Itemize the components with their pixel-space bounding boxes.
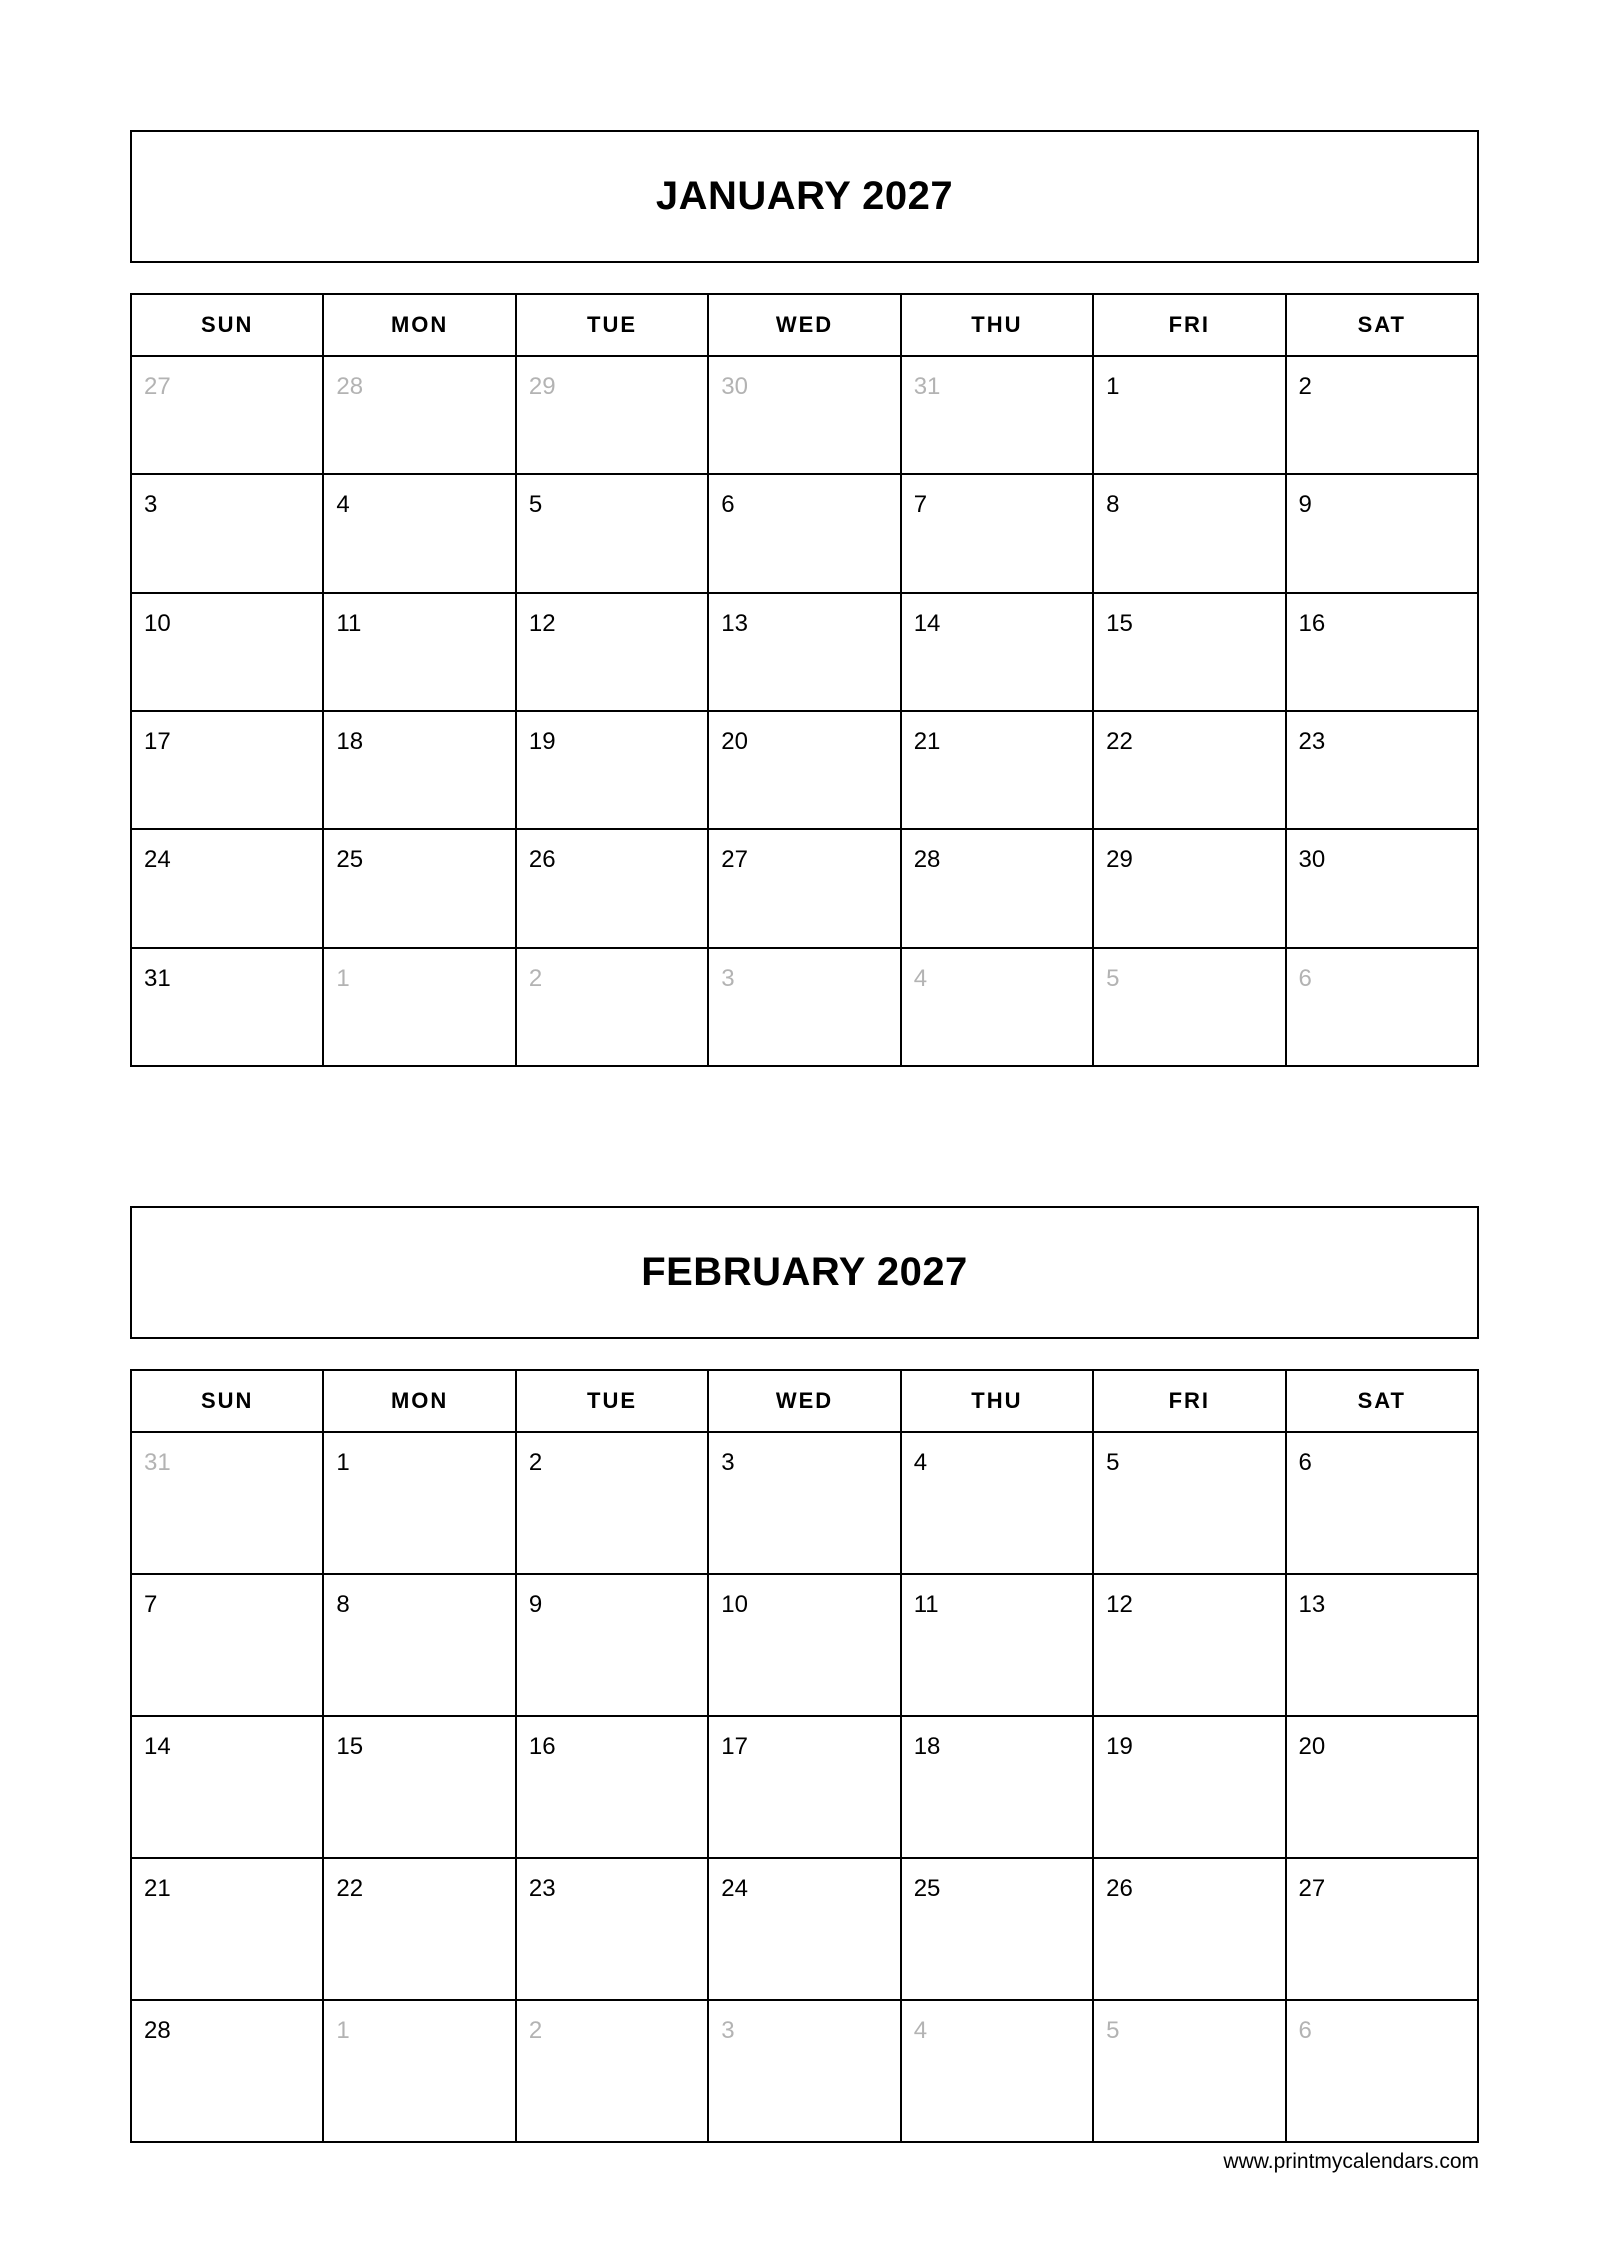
day-cell — [708, 1858, 900, 2000]
day-number: 31 — [144, 1449, 171, 1476]
day-number: 29 — [1106, 846, 1133, 874]
day-number: 8 — [1106, 491, 1120, 519]
day-cell — [1286, 1716, 1478, 1858]
day-number: 15 — [336, 1733, 364, 1760]
day-cell — [131, 948, 323, 1066]
week-row — [131, 474, 1478, 592]
weekday-header-wed: WED — [708, 1370, 900, 1432]
day-number: 1 — [1106, 373, 1120, 400]
day-number: 24 — [144, 846, 171, 874]
day-cell — [131, 711, 323, 829]
day-number: 10 — [721, 1591, 748, 1618]
day-cell-other-month — [901, 356, 1093, 474]
weekday-header-row — [131, 1370, 1478, 1432]
weekday-header-wed: WED — [708, 294, 900, 356]
day-number: 9 — [1298, 491, 1312, 519]
day-cell — [131, 474, 323, 592]
day-number: 2 — [528, 2017, 543, 2044]
day-number: 26 — [1106, 1875, 1133, 1902]
day-number: 14 — [144, 1733, 171, 1760]
day-number: 3 — [721, 964, 735, 992]
weekday-header-fri: FRI — [1093, 294, 1285, 356]
day-cell — [1093, 474, 1285, 592]
day-number: 21 — [913, 727, 941, 755]
day-cell — [1286, 474, 1478, 592]
day-number: 9 — [528, 1591, 543, 1618]
day-cell — [708, 1432, 900, 1574]
day-cell-other-month — [901, 948, 1093, 1066]
day-number: 28 — [336, 373, 364, 400]
day-cell-other-month — [516, 356, 708, 474]
day-cell — [131, 1858, 323, 2000]
day-number: 8 — [336, 1591, 350, 1618]
day-cell — [1093, 1858, 1285, 2000]
day-number: 28 — [144, 2017, 171, 2044]
day-cell — [1093, 356, 1285, 474]
day-cell — [901, 593, 1093, 711]
day-cell — [1286, 1858, 1478, 2000]
day-number: 16 — [528, 1733, 556, 1760]
day-number: 24 — [721, 1875, 748, 1902]
day-cell — [516, 1716, 708, 1858]
day-number: 17 — [144, 727, 171, 755]
day-number: 29 — [528, 373, 556, 400]
week-row — [131, 1574, 1478, 1716]
weekday-header-thu: THU — [901, 1370, 1093, 1432]
week-row — [131, 711, 1478, 829]
day-cell-other-month — [901, 2000, 1093, 2142]
day-number: 2 — [1298, 373, 1312, 400]
day-cell-other-month — [1093, 948, 1285, 1066]
day-cell — [1093, 1716, 1285, 1858]
day-cell — [708, 1716, 900, 1858]
day-cell-other-month — [708, 2000, 900, 2142]
week-row — [131, 1858, 1478, 2000]
day-cell — [516, 1858, 708, 2000]
day-number: 19 — [1106, 1733, 1133, 1760]
day-number: 7 — [913, 491, 928, 519]
day-cell — [323, 829, 515, 947]
day-cell — [131, 829, 323, 947]
day-cell — [131, 1716, 323, 1858]
day-cell — [516, 829, 708, 947]
weekday-header-tue: TUE — [516, 294, 708, 356]
day-number: 27 — [144, 373, 171, 400]
week-row — [131, 593, 1478, 711]
day-cell — [708, 829, 900, 947]
day-number: 26 — [528, 846, 556, 874]
day-number: 13 — [721, 609, 748, 637]
day-number: 2 — [528, 964, 543, 992]
day-number: 30 — [721, 373, 748, 400]
day-number: 1 — [336, 1449, 350, 1476]
day-number: 27 — [721, 846, 748, 874]
weekday-header-row — [131, 294, 1478, 356]
day-number: 5 — [528, 491, 543, 519]
day-cell — [323, 711, 515, 829]
day-number: 10 — [144, 609, 171, 637]
day-cell — [131, 1574, 323, 1716]
day-number: 19 — [528, 727, 556, 755]
day-number: 23 — [1298, 727, 1326, 755]
weekday-header-sun: SUN — [131, 294, 323, 356]
day-cell — [1286, 711, 1478, 829]
day-number: 6 — [1298, 964, 1312, 992]
day-number: 20 — [721, 727, 748, 755]
day-cell — [1093, 829, 1285, 947]
day-cell — [1286, 1574, 1478, 1716]
day-cell — [1286, 1432, 1478, 1574]
day-number: 14 — [913, 609, 941, 637]
week-row — [131, 829, 1478, 947]
day-cell — [901, 1574, 1093, 1716]
day-cell — [901, 829, 1093, 947]
weekday-header-mon: MON — [323, 294, 515, 356]
day-number: 13 — [1298, 1591, 1326, 1618]
day-number: 20 — [1298, 1733, 1326, 1760]
day-number: 5 — [1106, 1449, 1120, 1476]
day-cell — [516, 1432, 708, 1574]
day-cell — [901, 1716, 1093, 1858]
day-cell — [708, 593, 900, 711]
day-number: 2 — [528, 1449, 543, 1476]
day-cell-other-month — [516, 2000, 708, 2142]
day-number: 31 — [144, 964, 171, 992]
weekday-header-fri: FRI — [1093, 1370, 1285, 1432]
day-number: 3 — [144, 491, 158, 519]
day-cell-other-month — [708, 356, 900, 474]
day-number: 12 — [528, 609, 556, 637]
day-number: 3 — [721, 2017, 735, 2044]
day-cell — [901, 1858, 1093, 2000]
day-number: 25 — [336, 846, 364, 874]
day-number: 18 — [913, 1733, 941, 1760]
day-number: 11 — [336, 609, 362, 637]
day-number: 17 — [721, 1733, 748, 1760]
day-cell-other-month — [1286, 2000, 1478, 2142]
day-cell — [1093, 593, 1285, 711]
day-cell-other-month — [1286, 948, 1478, 1066]
day-number: 31 — [913, 373, 941, 400]
day-number: 30 — [1298, 846, 1326, 874]
day-number: 27 — [1298, 1875, 1326, 1902]
month-title: JANUARY 2027 — [655, 174, 954, 218]
january-title-box — [130, 130, 1479, 263]
day-number: 18 — [336, 727, 364, 755]
day-number: 1 — [336, 2017, 350, 2044]
february-title-box — [130, 1206, 1479, 1339]
day-cell — [901, 474, 1093, 592]
day-cell-other-month — [323, 356, 515, 474]
day-cell-other-month — [708, 948, 900, 1066]
day-cell — [1286, 356, 1478, 474]
website-url[interactable]: www.printmycalendars.com — [1223, 2150, 1479, 2173]
day-cell-other-month — [131, 1432, 323, 1574]
day-cell — [131, 593, 323, 711]
day-cell — [516, 474, 708, 592]
day-number: 4 — [336, 491, 350, 519]
february-calendar-grid — [130, 1369, 1479, 2143]
day-number: 21 — [144, 1875, 171, 1902]
weekday-header-thu: THU — [901, 294, 1093, 356]
day-cell-other-month — [323, 2000, 515, 2142]
day-number: 5 — [1106, 2017, 1120, 2044]
day-cell — [901, 1432, 1093, 1574]
day-cell — [1093, 711, 1285, 829]
day-cell — [1093, 1432, 1285, 1574]
weekday-header-mon: MON — [323, 1370, 515, 1432]
day-cell — [1093, 1574, 1285, 1716]
day-number: 7 — [144, 1591, 158, 1618]
day-cell — [516, 593, 708, 711]
day-cell — [901, 711, 1093, 829]
weekday-header-sun: SUN — [131, 1370, 323, 1432]
day-number: 16 — [1298, 609, 1326, 637]
weekday-header-sat: SAT — [1286, 294, 1478, 356]
day-cell — [323, 593, 515, 711]
day-number: 6 — [1298, 2017, 1312, 2044]
day-cell — [516, 711, 708, 829]
week-row — [131, 948, 1478, 1066]
day-cell — [323, 1858, 515, 2000]
day-number: 6 — [1298, 1449, 1312, 1476]
day-number: 12 — [1106, 1591, 1133, 1618]
day-cell — [516, 1574, 708, 1716]
day-cell-other-month — [516, 948, 708, 1066]
week-row — [131, 1432, 1478, 1574]
day-cell — [323, 1432, 515, 1574]
day-cell — [1286, 593, 1478, 711]
day-number: 1 — [336, 964, 350, 992]
day-number: 22 — [336, 1875, 364, 1902]
day-number: 4 — [913, 1449, 928, 1476]
week-row — [131, 2000, 1478, 2142]
day-cell-other-month — [131, 356, 323, 474]
day-number: 23 — [528, 1875, 556, 1902]
day-cell — [323, 474, 515, 592]
day-number: 3 — [721, 1449, 735, 1476]
day-number: 15 — [1106, 609, 1133, 637]
january-calendar-grid — [130, 293, 1479, 1067]
day-cell — [323, 1716, 515, 1858]
day-cell-other-month — [323, 948, 515, 1066]
day-number: 25 — [913, 1875, 941, 1902]
day-cell — [708, 474, 900, 592]
week-row — [131, 1716, 1478, 1858]
weekday-header-sat: SAT — [1286, 1370, 1478, 1432]
day-cell — [708, 1574, 900, 1716]
day-number: 4 — [913, 964, 928, 992]
day-cell — [323, 1574, 515, 1716]
day-number: 5 — [1106, 964, 1120, 992]
day-cell-other-month — [1093, 2000, 1285, 2142]
month-title: FEBRUARY 2027 — [641, 1250, 968, 1294]
day-number: 4 — [913, 2017, 928, 2044]
day-number: 11 — [913, 1591, 939, 1618]
weekday-header-tue: TUE — [516, 1370, 708, 1432]
day-cell — [1286, 829, 1478, 947]
day-number: 28 — [913, 846, 941, 874]
day-number: 22 — [1106, 727, 1133, 755]
day-cell — [131, 2000, 323, 2142]
day-number: 6 — [721, 491, 735, 519]
day-cell — [708, 711, 900, 829]
week-row — [131, 356, 1478, 474]
